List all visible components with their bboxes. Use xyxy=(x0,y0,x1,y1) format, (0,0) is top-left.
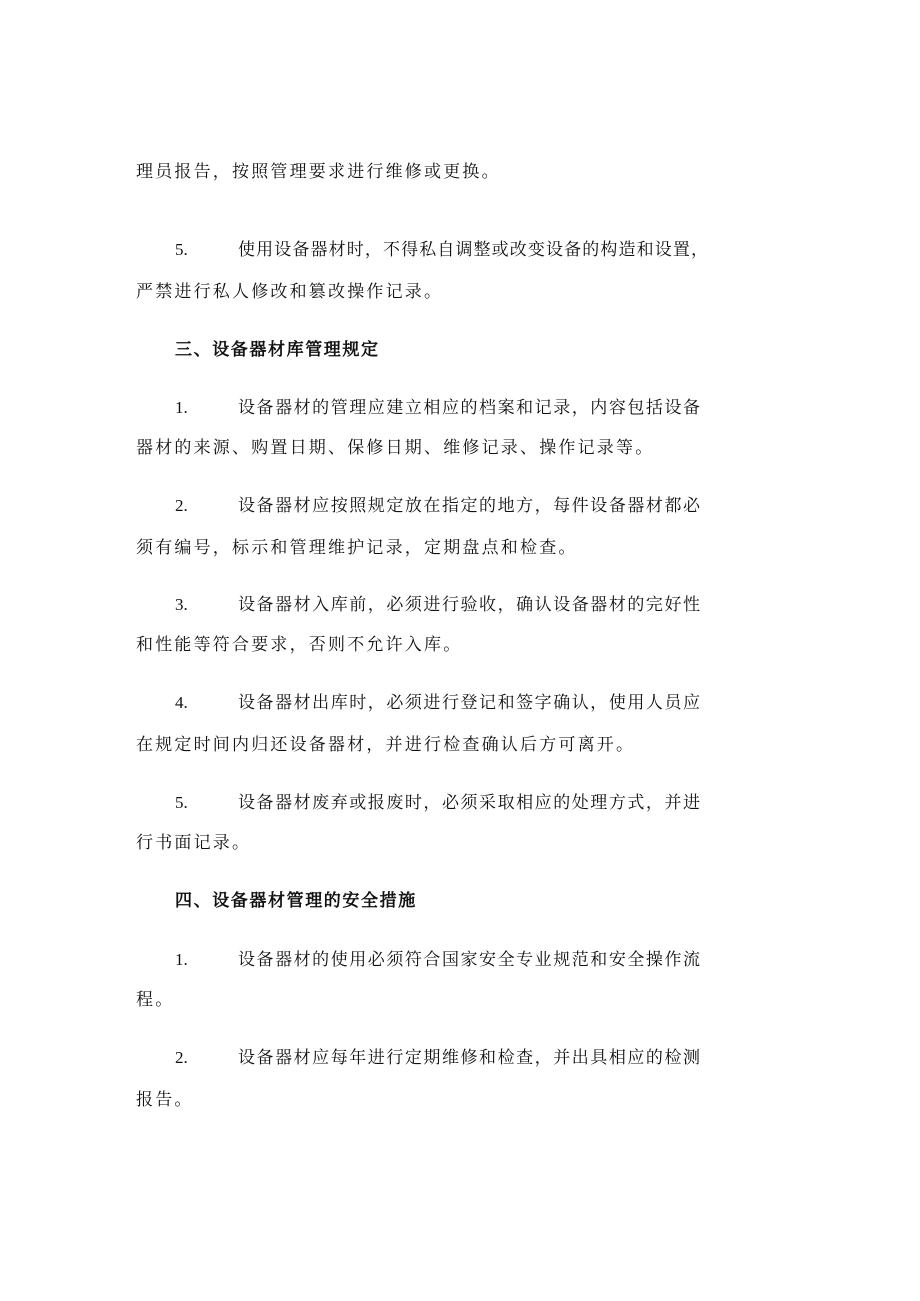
item-number: 2. xyxy=(175,496,188,515)
item-text-line2: 程。 xyxy=(136,990,175,1010)
item-text-line2: 严禁进行私人修改和篡改操作记录。 xyxy=(136,282,444,302)
item-text-line1: 设备器材入库前，必须进行验收，确认设备器材的完好性 xyxy=(238,595,700,615)
section-heading: 四、设备器材管理的安全措施 xyxy=(175,891,417,911)
item-text-line2: 行书面记录。 xyxy=(136,833,252,853)
paragraph-continuation: 理员报告，按照管理要求进行维修或更换。 xyxy=(136,162,501,182)
item-text-line1: 设备器材的使用必须符合国家安全专业规范和安全操作流 xyxy=(238,950,700,970)
item-text-line1: 设备器材应按照规定放在指定的地方，每件设备器材都必 xyxy=(238,496,700,516)
item-text-line1: 设备器材应每年进行定期维修和检查，并出具相应的检测 xyxy=(238,1048,700,1068)
item-text-line2: 和性能等符合要求，否则不允许入库。 xyxy=(136,635,463,655)
item-number: 1. xyxy=(175,950,188,969)
item-text-line2: 须有编号，标示和管理维护记录，定期盘点和检查。 xyxy=(136,538,578,558)
item-number: 4. xyxy=(175,693,188,712)
item-text-line2: 报告。 xyxy=(136,1090,194,1110)
item-number: 2. xyxy=(175,1048,188,1067)
item-text-line2: 器材的来源、购置日期、保修日期、维修记录、操作记录等。 xyxy=(136,438,655,458)
item-text-line1: 设备器材出库时，必须进行登记和签字确认，使用人员应 xyxy=(238,693,700,713)
section-heading: 三、设备器材库管理规定 xyxy=(175,340,380,360)
item-text-line1: 设备器材废弃或报废时，必须采取相应的处理方式，并进 xyxy=(238,793,700,813)
item-text-line1: 使用设备器材时，不得私自调整或改变设备的构造和设置， xyxy=(238,240,708,260)
item-number: 3. xyxy=(175,595,188,614)
item-text-line1: 设备器材的管理应建立相应的档案和记录，内容包括设备 xyxy=(238,398,700,418)
item-number: 5. xyxy=(175,240,188,259)
item-number: 5. xyxy=(175,793,188,812)
item-number: 1. xyxy=(175,398,188,417)
item-text-line2: 在规定时间内归还设备器材，并进行检查确认后方可离开。 xyxy=(136,735,636,755)
